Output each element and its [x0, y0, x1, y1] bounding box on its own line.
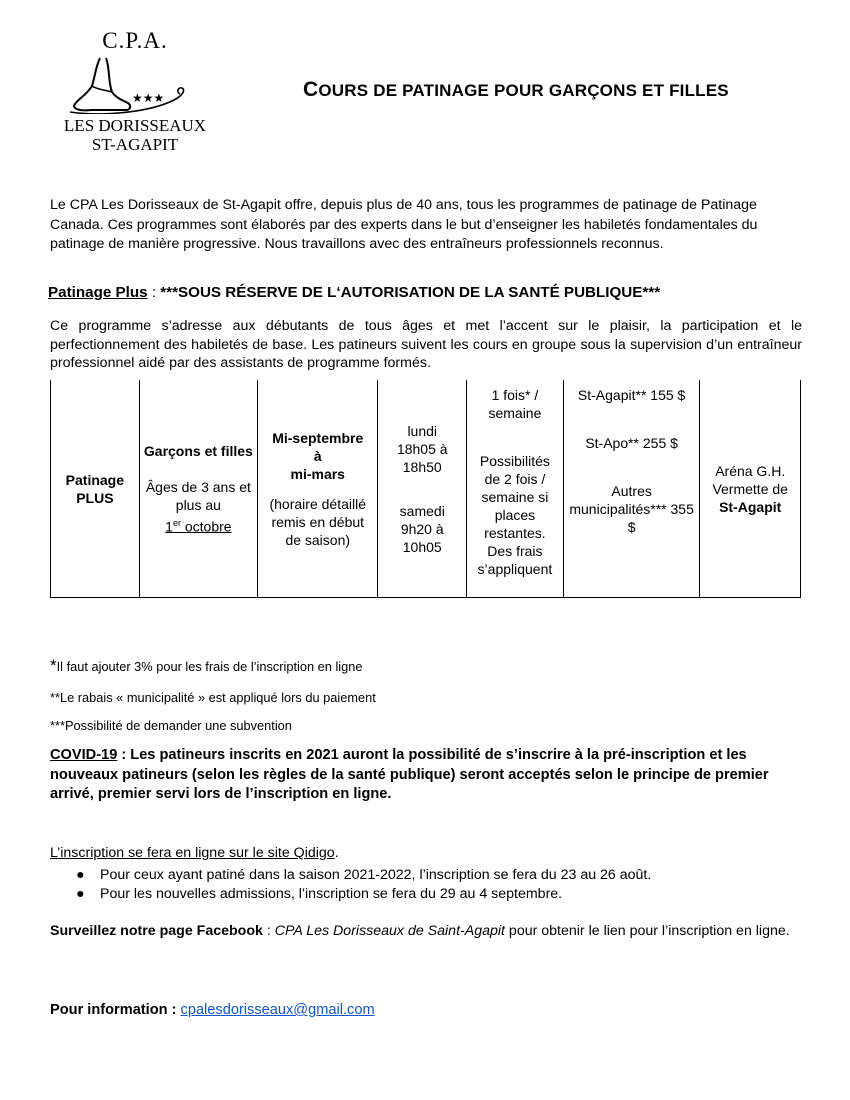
- group-age: Âges de 3 ans et plus au: [145, 478, 251, 513]
- price-st-agapit: St-Agapit** 155 $: [577, 387, 686, 403]
- contact-email-link[interactable]: cpalesdorisseaux@gmail.com: [180, 1002, 375, 1018]
- season-title1: Mi-septembre: [272, 429, 364, 446]
- logo-abbr: C.P.A.: [102, 28, 168, 53]
- page-title: [303, 78, 803, 102]
- program-line1: Patinage: [65, 471, 125, 488]
- contact-line: [50, 1002, 375, 1018]
- registration-text: L’inscription se fera en ligne sur le site Qidigo: [50, 845, 335, 861]
- logo-name-line1: LES DORISSEAUX: [63, 116, 207, 135]
- season-note: (horaire détaillé remis en début de saison): [269, 495, 366, 548]
- group-date: 1er octobre: [165, 517, 232, 535]
- day2: samedi: [399, 502, 445, 519]
- price-cell: [563, 380, 700, 598]
- logo-name-line2: ST-AGAPIT: [91, 135, 179, 154]
- svg-text:★★★: ★★★: [132, 91, 165, 105]
- footnote-2: **Le rabais « municipalité » est appliqué lors du paiement: [50, 690, 376, 705]
- list-item: ● Pour ceux ayant patiné dans la saison 2021-2022, l’inscription se fera du 23 au 26 août.: [76, 867, 652, 883]
- time1b: 18h50: [402, 458, 442, 475]
- schedule-table: [50, 380, 801, 598]
- group-title: Garçons et filles: [143, 442, 253, 459]
- facebook-page-name: CPA Les Dorisseaux de Saint-Agapit: [274, 923, 505, 939]
- registration-list: [50, 866, 651, 904]
- time1a: 18h05 à: [396, 440, 448, 457]
- bullet-icon: ●: [76, 867, 85, 883]
- covid-text: : Les patineurs inscrits en 2021 auront la possibilité de s’inscrire à la pré-inscription et les nouveaux patineurs (selon les règles de la santé publique) seront acceptés selon le principe de premier arrivé, premier servi lors de l’inscription en ligne.: [50, 747, 769, 802]
- section-sep: :: [147, 284, 161, 301]
- covid-paragraph: [50, 746, 802, 805]
- table-row: [51, 380, 801, 598]
- times-cell: [378, 380, 467, 598]
- day1: lundi: [407, 422, 438, 439]
- time2a: 9h20 à: [400, 520, 444, 537]
- price-st-apo: St-Apo** 255 $: [585, 435, 678, 451]
- title-first-letter: C: [303, 78, 319, 101]
- logo: [60, 28, 210, 158]
- season-cell: [258, 380, 378, 598]
- title-rest: OURS DE PATINAGE POUR GARÇONS ET FILLES: [318, 81, 729, 100]
- facebook-paragraph: Surveillez notre page Facebook : CPA Les Dorisseaux de Saint-Agapit pour obtenir le lien pour l’inscription en ligne.: [50, 923, 790, 939]
- season-title3: mi-mars: [290, 465, 345, 482]
- skate-icon: [66, 56, 206, 114]
- intro-paragraph: Le CPA Les Dorisseaux de St-Agapit offre, depuis plus de 40 ans, tous les programmes de patinage de Patinage Canada. Ces programmes sont élaborés par des experts dans le but d’enseigner les habiletés fondamentales du patinage de manière progressive. Nous travaillons avec des entraîneurs professionnels reconnus.: [50, 197, 758, 252]
- price-other: Autres municipalités*** 355 $: [569, 483, 694, 535]
- footnote-1: *Il faut ajouter 3% pour les frais de l’inscription en ligne: [50, 656, 363, 675]
- contact-label: Pour information :: [50, 1002, 181, 1018]
- footnote-3: ***Possibilité de demander une subvention: [50, 718, 292, 733]
- registration-line: L’inscription se fera en ligne sur le site Qidigo.: [50, 845, 339, 861]
- facebook-bold: Surveillez notre page Facebook: [50, 923, 263, 939]
- venue-text: Aréna G.H. Vermette de: [712, 462, 788, 497]
- program-name: Patinage Plus: [48, 284, 148, 301]
- freq-note: Possibilités de 2 fois / semaine si places restantes. Des frais s’appliquent: [477, 453, 553, 577]
- group-cell: [139, 380, 257, 598]
- bullet-icon: ●: [76, 886, 85, 902]
- program-cell: [51, 380, 140, 598]
- program-line2: PLUS: [76, 489, 114, 506]
- program-description: Ce programme s’adresse aux débutants de tous âges et met l’accent sur le plaisir, la participation et le perfectionnement des habiletés de base. Les patineurs suivent les cours en groupe sous la supervision d’un entraîneur professionnel aidé par des assistants de programme formés.: [50, 318, 802, 371]
- venue-bold: St-Agapit: [719, 498, 782, 515]
- covid-label: COVID-19: [50, 747, 118, 763]
- section-title: [48, 284, 808, 301]
- season-title2: à: [313, 447, 322, 464]
- public-health-note: ***SOUS RÉSERVE DE L‘AUTORISATION DE LA SANTÉ PUBLIQUE***: [160, 284, 661, 301]
- frequency-cell: [467, 380, 564, 598]
- time2b: 10h05: [402, 538, 442, 555]
- list-item: ● Pour les nouvelles admissions, l’inscription se fera du 29 au 4 septembre.: [76, 886, 563, 902]
- freq-title: 1 fois* / semaine: [488, 387, 542, 421]
- venue-cell: [700, 380, 801, 598]
